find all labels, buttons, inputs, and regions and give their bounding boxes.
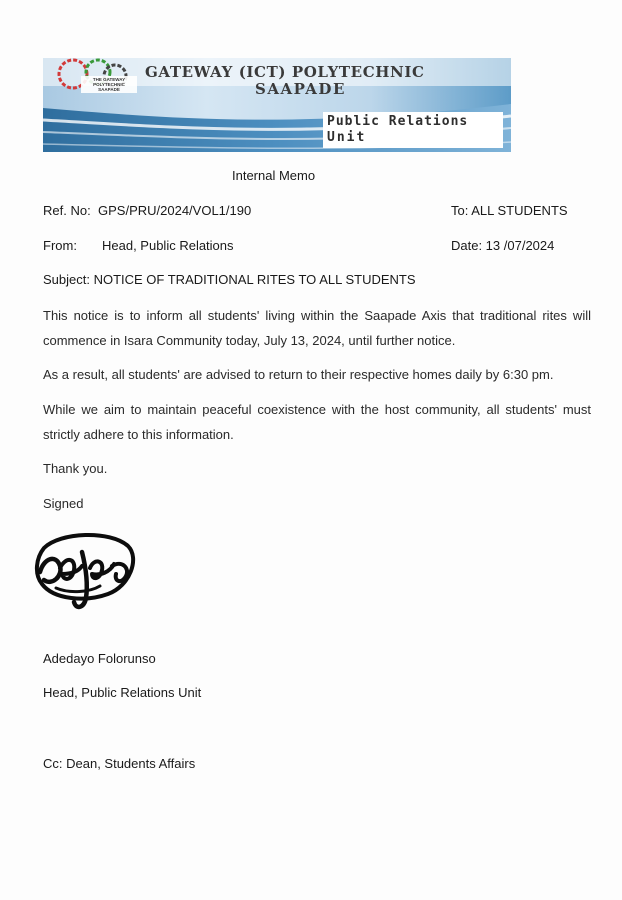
memo-subject: Subject: NOTICE OF TRADITIONAL RITES TO ALL STUDENTS [43,272,416,287]
ref-number: GPS/PRU/2024/VOL1/190 [98,203,252,218]
letterhead-banner [43,58,511,152]
unit-name-line1: Public Relations [327,114,469,129]
signatory-title: Head, Public Relations Unit [43,685,202,700]
institution-name: GATEWAY (ICT) POLYTECHNIC [145,63,425,81]
recipient: To: ALL STUDENTS [451,203,568,218]
memo-heading: Internal Memo [232,168,316,183]
unit-label-box [323,112,503,148]
unit-name-line2: Unit [327,130,367,145]
ref-label: Ref. No: [43,203,91,218]
body-paragraph: This notice is to inform all students' living within the Saapade Axis that traditional rites will commence in Isara Community today, July 13, 2024, until further notice. [43,308,591,348]
sender: Head, Public Relations [102,238,234,253]
body-paragraph: While we aim to maintain peaceful coexistence with the host community, all students' must strictly adhere to this information. [43,402,591,442]
memo-date: Date: 13 /07/2024 [451,238,555,253]
institution-location: SAAPADE [255,80,346,98]
body-paragraph: As a result, all students' are advised to return to their respective homes daily by 6:30 pm. [43,367,554,382]
closing-text: Thank you. [43,461,108,476]
logo-caption: THE GATEWAY POLYTECHNIC SAAPADE [92,77,126,92]
handwritten-signature [30,528,140,612]
from-label: From: [43,238,77,253]
signed-label: Signed [43,496,84,511]
signatory-name: Adedayo Folorunso [43,651,156,666]
cc-line: Cc: Dean, Students Affairs [43,756,196,771]
